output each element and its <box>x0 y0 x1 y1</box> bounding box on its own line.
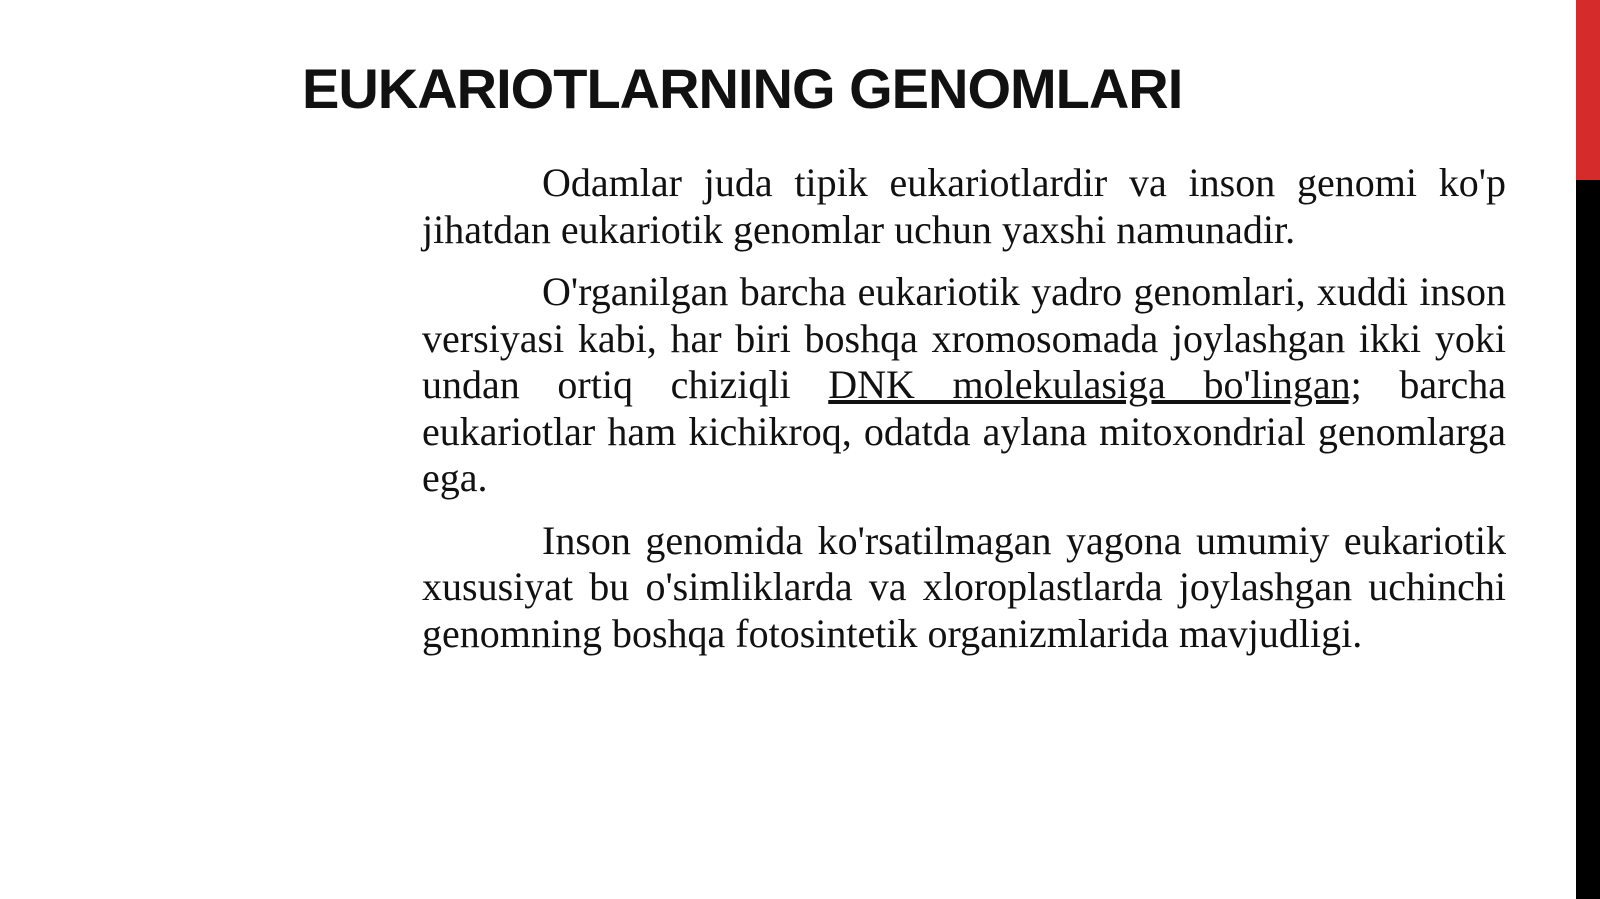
paragraph-2-text-before: O'rganilgan barcha eukariotik yadro genomlari, xuddi inson versiyasi kabi, har biri boshqa xromosomada joylashgan ikki yoki undan ortiq chiziqli <box>422 269 1506 407</box>
paragraph-2-text-after: barcha eukariotlar ham kichikroq, odatda aylana mitoxondrial genomlarga ega. <box>422 362 1506 500</box>
paragraph-3-text: Inson genomida ko'rsatilmagan yagona umumiy eukariotik xususiyat bu o'simliklarda va xloroplastlarda joylashgan uchinchi genomning boshqa fotosintetik organizmlarida mavjudligi. <box>422 517 1506 656</box>
slide-title: EUKARIOTLARNING GENOMLARI <box>302 57 1183 120</box>
paragraph-2 <box>422 269 1506 502</box>
paragraph-1 <box>422 160 1506 253</box>
accent-bar-black <box>1576 180 1600 899</box>
paragraph-3 <box>422 518 1506 658</box>
dna-molecule-link[interactable]: DNK molekulasiga bo'lingan; <box>828 362 1362 407</box>
accent-bar-red <box>1576 0 1600 180</box>
slide-body <box>422 160 1506 673</box>
paragraph-1-text: Odamlar juda tipik eukariotlardir va inson genomi ko'p jihatdan eukariotik genomlar uchun yaxshi namunadir. <box>422 160 1506 252</box>
